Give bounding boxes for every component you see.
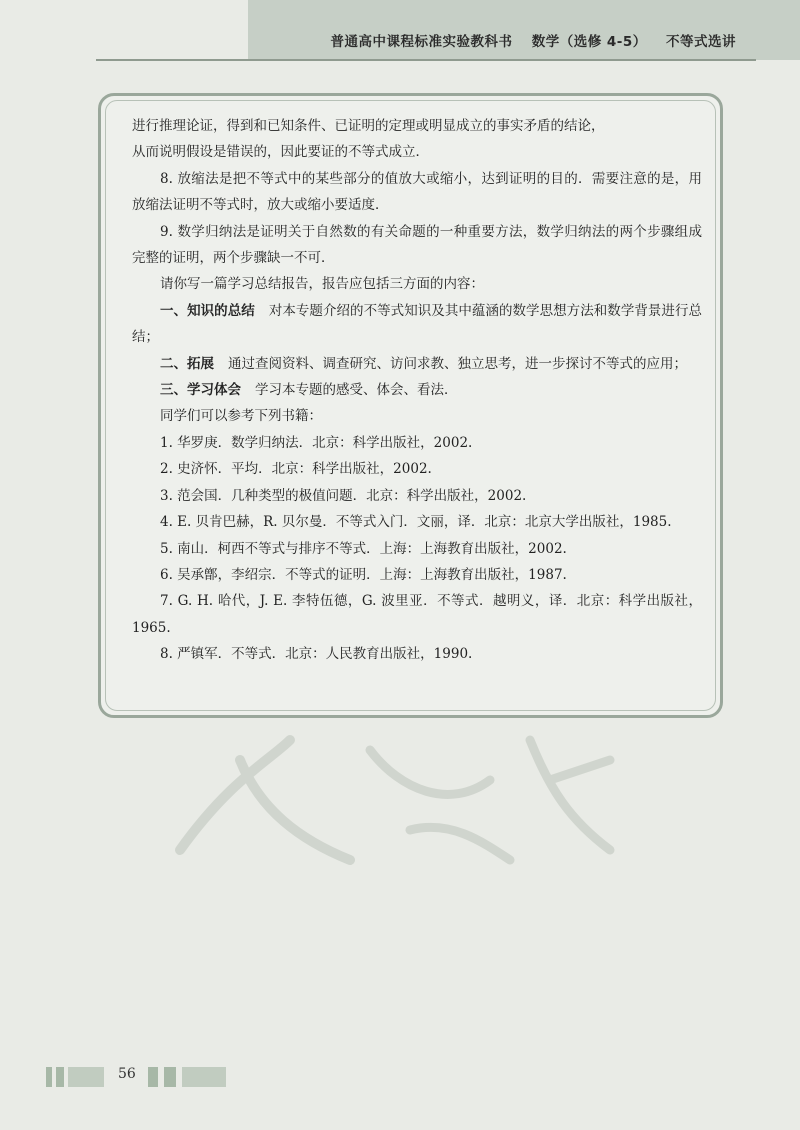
report-request: 请你写一篇学习总结报告，报告应包括三方面的内容：: [160, 276, 484, 293]
subject-label: 数学（选修 4-5）: [531, 34, 647, 50]
footer-bar: [56, 1067, 64, 1087]
footer-bar: [148, 1067, 158, 1087]
summary-text: [132, 113, 702, 668]
footer-bar: [46, 1067, 52, 1087]
footer-bar: [182, 1067, 226, 1087]
reference-item: 1. 华罗庚．数学归纳法．北京：科学出版社，2002.: [160, 434, 473, 451]
reference-intro: 同学们可以参考下列书籍：: [160, 408, 322, 425]
report-item-2: [132, 351, 702, 377]
paragraph-scaling-method: 8. 放缩法是把不等式中的某些部分的值放大或缩小，达到证明的目的．需要注意的是，用放缩法证明不等式时，放大或缩小要适度．: [132, 170, 702, 214]
report-item-desc: 学习本专题的感受、体会、看法．: [255, 382, 458, 399]
report-item-1: [132, 298, 702, 351]
reference-item: 5. 南山．柯西不等式与排序不等式．上海：上海教育出版社，2002.: [160, 540, 567, 557]
paragraph-contradiction-line2: 从而说明假设是错误的，因此要证的不等式成立．: [132, 144, 429, 161]
header-rule: [96, 59, 756, 61]
paragraph-induction: 9. 数学归纳法是证明关于自然数的有关命题的一种重要方法，数学归纳法的两个步骤组成完整的证明，两个步骤缺一不可．: [132, 223, 702, 267]
running-header: [317, 30, 737, 50]
reference-item: 3. 范会国．几种类型的极值问题．北京：科学出版社，2002.: [160, 487, 527, 504]
footer-bar: [164, 1067, 176, 1087]
report-item-title: 二、拓展: [160, 355, 214, 372]
reference-item: 4. E. 贝肯巴赫，R. 贝尔曼．不等式入门．文丽，译．北京：北京大学出版社，1985.: [160, 514, 672, 531]
footer-bar: [68, 1067, 104, 1087]
report-item-title: 一、知识的总结: [160, 302, 255, 319]
reference-item: 8. 严镇军．不等式．北京：人民教育出版社，1990.: [160, 646, 473, 663]
report-item-3: [132, 377, 702, 403]
chapter-label: 不等式选讲: [666, 34, 736, 50]
paragraph-contradiction-line1: 进行推理论证，得到和已知条件、已证明的定理或明显成立的事实矛盾的结论，: [132, 118, 605, 134]
report-item-title: 三、学习体会: [160, 382, 241, 399]
report-item-desc: 对本专题介绍的不等式知识及其中蕴涵的数学思想方法和数学背景进行总结；: [132, 302, 703, 346]
report-item-desc: 通过查阅资料、调查研究、访问求教、独立思考，进一步探讨不等式的应用；: [228, 355, 687, 372]
watermark-calligraphy: [150, 720, 630, 870]
reference-item: 6. 吴承鄫，李绍宗．不等式的证明．上海：上海教育出版社，1987.: [160, 566, 567, 583]
book-title: 普通高中课程标准实验教科书: [330, 34, 513, 50]
page-number: 56: [118, 1066, 136, 1082]
reference-item: 2. 史济怀．平均．北京：科学出版社，2002.: [160, 461, 432, 478]
reference-item: 7. G. H. 哈代，J. E. 李特伍德，G. 波里亚．不等式．越明义，译．北京：科学出版社，1965.: [132, 593, 702, 636]
